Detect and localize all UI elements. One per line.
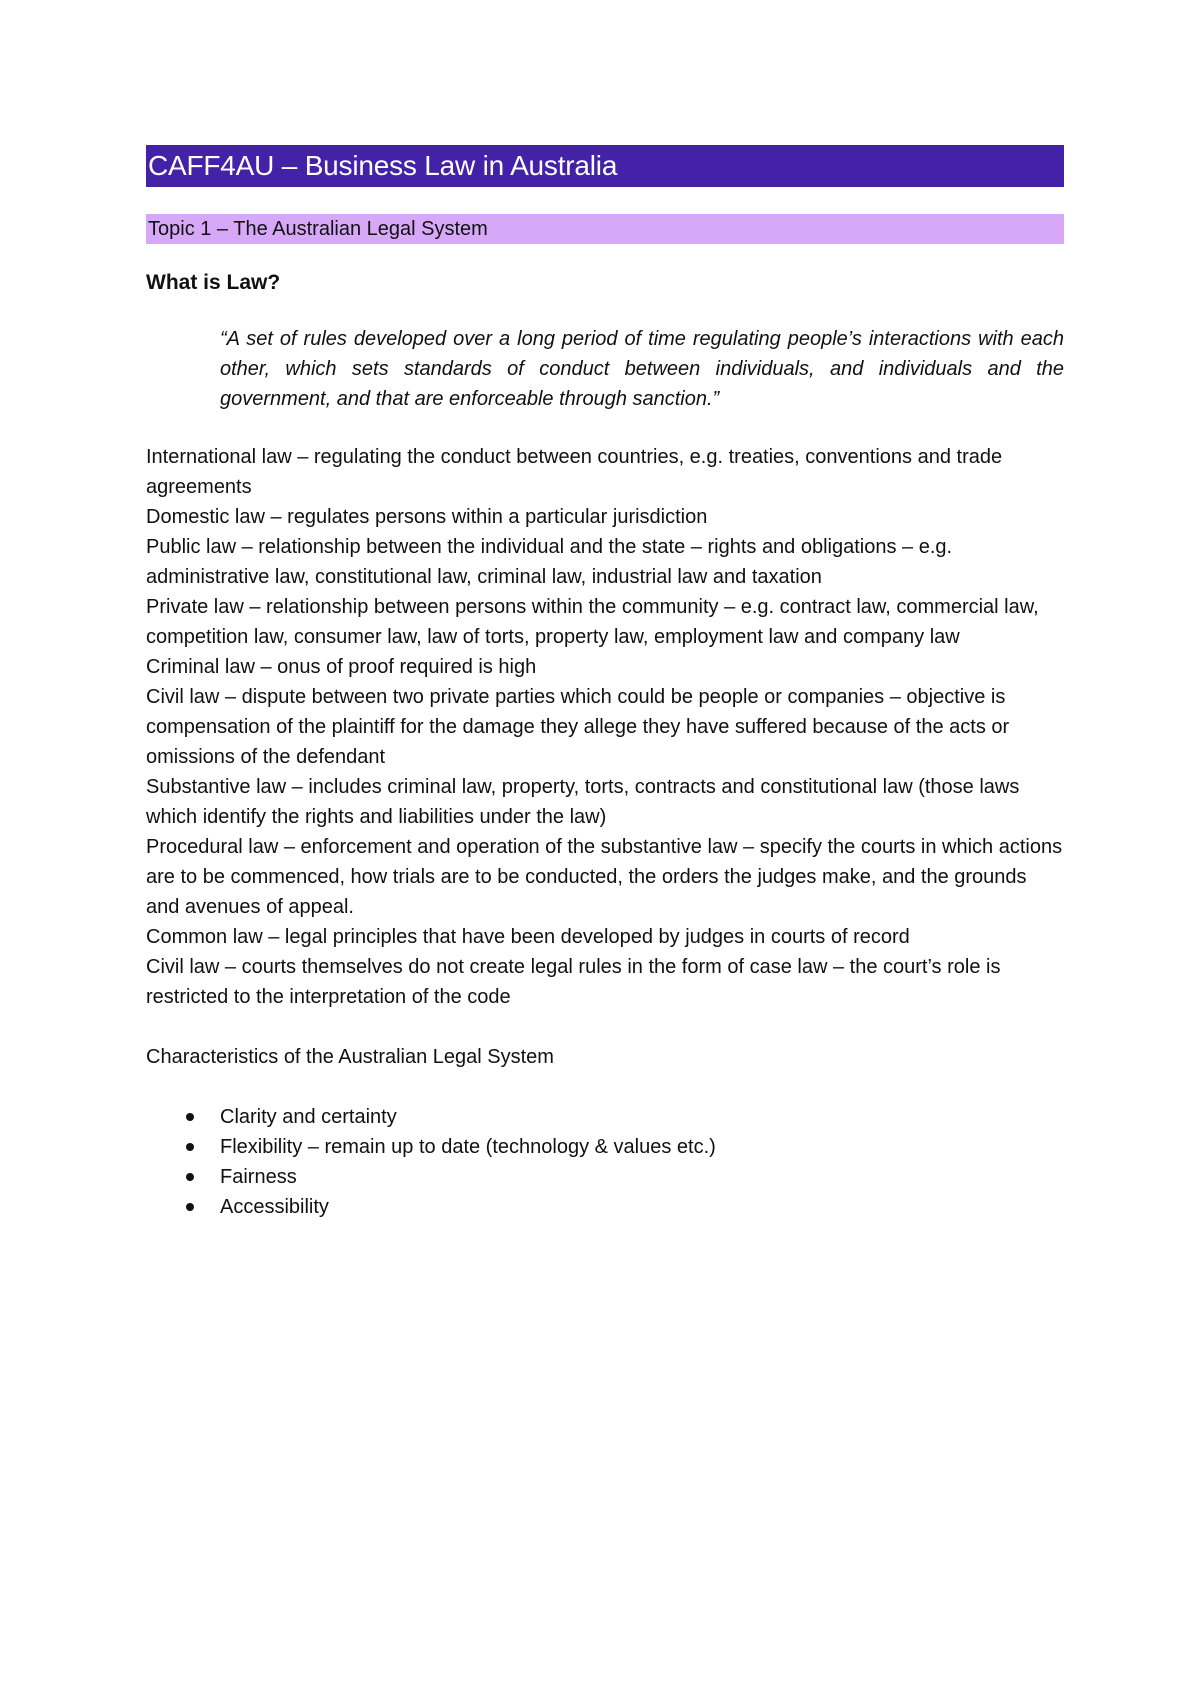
- bullet-icon: [186, 1203, 194, 1211]
- document-title: CAFF4AU – Business Law in Australia: [146, 145, 1064, 187]
- definition-item: Public law – relationship between the individual and the state – rights and obligations – e.g. administrative law, constitutional law, criminal law, industrial law and taxation: [146, 536, 953, 588]
- law-definition-quote: “A set of rules developed over a long period of time regulating people’s interactions with each other, which sets standards of conduct between individuals, and individuals and the government, and that are enforceable through sanction.”: [220, 328, 1064, 410]
- definition-item: Private law – relationship between persons within the community – e.g. contract law, commercial law, competition law, consumer law, law of torts, property law, employment law and company law: [146, 596, 1039, 648]
- definition-item: Criminal law – onus of proof required is high: [146, 656, 537, 678]
- section-heading: What is Law?: [146, 271, 281, 294]
- list-item: [146, 1102, 1064, 1132]
- list-item: [146, 1192, 1064, 1222]
- list-item-text: Clarity and certainty: [220, 1106, 397, 1128]
- definition-item: Substantive law – includes criminal law, property, torts, contracts and constitutional law (those laws which identify the rights and liabilities under the law): [146, 776, 1020, 828]
- list-item: [146, 1132, 1064, 1162]
- bullet-icon: [186, 1143, 194, 1151]
- definition-item: Civil law – courts themselves do not create legal rules in the form of case law – the court’s role is restricted to the interpretation of the code: [146, 956, 1001, 1008]
- definitions-list: [146, 442, 1064, 1012]
- bullet-icon: [186, 1113, 194, 1121]
- definition-item: International law – regulating the conduct between countries, e.g. treaties, conventions and trade agreements: [146, 446, 1003, 498]
- topic-heading: Topic 1 – The Australian Legal System: [146, 214, 1064, 244]
- definition-item: Domestic law – regulates persons within a particular jurisdiction: [146, 506, 708, 528]
- bullet-icon: [186, 1173, 194, 1181]
- list-item-text: Accessibility: [220, 1196, 329, 1218]
- definition-item: Procedural law – enforcement and operation of the substantive law – specify the courts in which actions are to be commenced, how trials are to be conducted, the orders the judges make, and the grounds and avenues of appeal.: [146, 836, 1063, 918]
- list-item-text: Flexibility – remain up to date (technology & values etc.): [220, 1136, 716, 1158]
- document-page: [146, 145, 1064, 1222]
- list-item: [146, 1162, 1064, 1192]
- definition-item: Common law – legal principles that have been developed by judges in courts of record: [146, 926, 910, 948]
- list-item-text: Fairness: [220, 1166, 297, 1188]
- definition-item: Civil law – dispute between two private parties which could be people or companies – objective is compensation of the plaintiff for the damage they allege they have suffered because of the acts or omissions of the defendant: [146, 686, 1010, 768]
- characteristics-list: [146, 1102, 1064, 1222]
- characteristics-heading: Characteristics of the Australian Legal System: [146, 1046, 554, 1068]
